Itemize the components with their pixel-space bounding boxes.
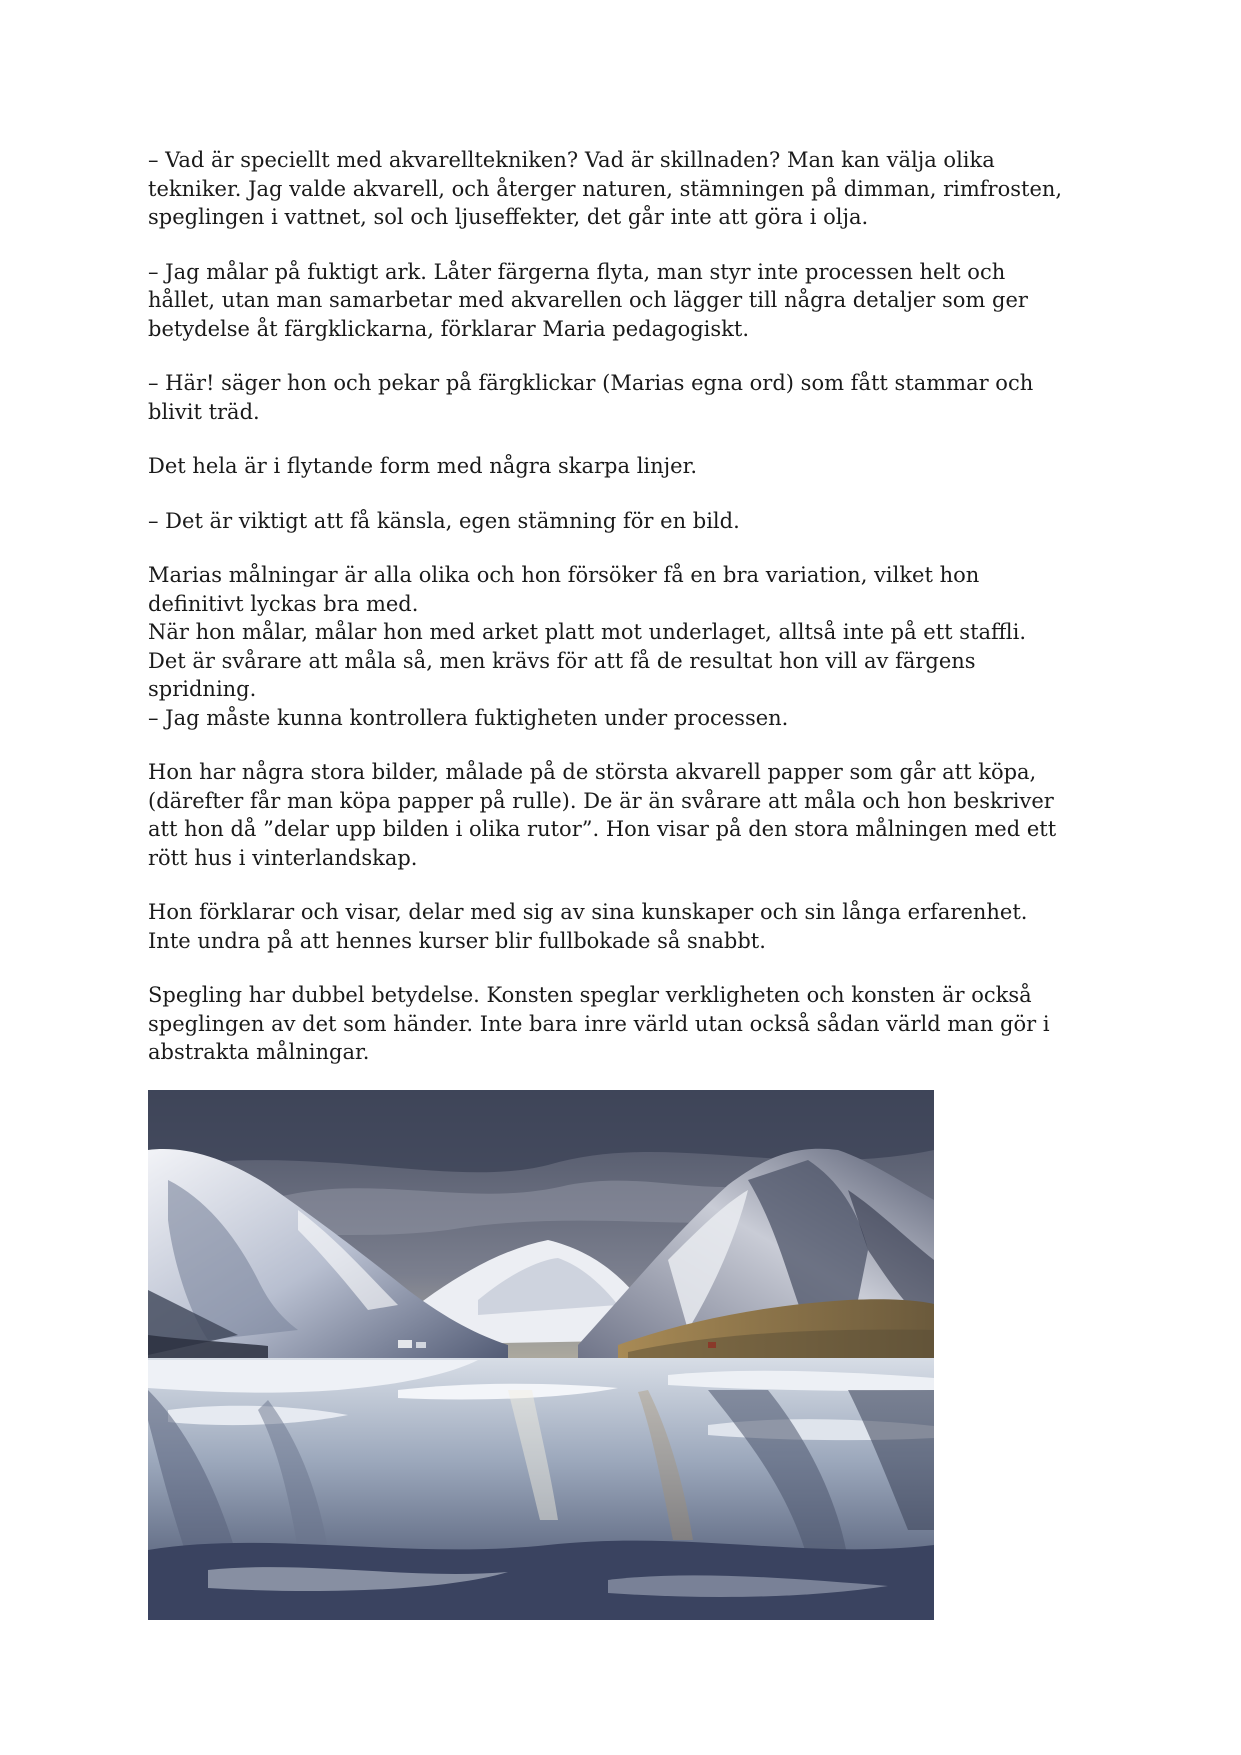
watercolor-painting — [148, 1090, 934, 1620]
text-line: – Jag målar på fuktigt ark. Låter färgerna flyta, man styr inte processen helt och — [148, 259, 1006, 284]
text-line: Inte undra på att hennes kurser blir fullbokade så snabbt. — [148, 928, 766, 953]
text-line: hållet, utan man samarbetar med akvarellen och lägger till några detaljer som ger — [148, 288, 1028, 312]
text-line: – Här! säger hon och pekar på färgklickar (Marias egna ord) som fått stammar och — [148, 371, 1034, 395]
text-line: – Jag måste kunna kontrollera fuktigheten under processen. — [148, 705, 789, 730]
paragraph — [148, 452, 1108, 481]
paragraph — [148, 507, 1108, 536]
document-body — [148, 146, 1108, 1093]
text-line: rött hus i vinterlandskap. — [148, 845, 418, 870]
text-line: Marias målningar är alla olika och hon försöker få en bra variation, vilket hon — [148, 563, 980, 587]
text-line: tekniker. Jag valde akvarell, och återger naturen, stämningen på dimman, rimfrosten, — [148, 176, 1063, 201]
text-line: Det hela är i flytande form med några skarpa linjer. — [148, 454, 697, 478]
text-line: – Det är viktigt att få känsla, egen stämning för en bild. — [148, 508, 740, 533]
text-line: spridning. — [148, 677, 257, 701]
text-line: Spegling har dubbel betydelse. Konsten speglar verkligheten och konsten är också — [148, 983, 1032, 1007]
paragraph — [148, 258, 1108, 344]
text-line: abstrakta målningar. — [148, 1040, 370, 1064]
text-line: speglingen av det som händer. Inte bara inre värld utan också sådan värld man gör i — [148, 1011, 1050, 1036]
paragraph — [148, 898, 1108, 955]
text-line: – Vad är speciellt med akvarelltekniken? Vad är skillnaden? Man kan välja olika — [148, 148, 995, 172]
paragraph — [148, 561, 1108, 732]
paragraph — [148, 369, 1108, 426]
painting-image — [148, 1090, 934, 1620]
text-line: betydelse åt färgklickarna, förklarar Maria pedagogiskt. — [148, 316, 750, 341]
paragraph — [148, 981, 1108, 1067]
text-line: (därefter får man köpa papper på rulle). De är än svårare att måla och hon beskriver — [148, 788, 1054, 813]
text-line: Hon förklarar och visar, delar med sig av sina kunskaper och sin långa erfarenhet. — [148, 900, 1028, 924]
text-line: Hon har några stora bilder, målade på de största akvarell papper som går att köpa, — [148, 760, 1037, 784]
text-line: Det är svårare att måla så, men krävs för att få de resultat hon vill av färgens — [148, 648, 976, 673]
paragraph — [148, 146, 1108, 232]
text-line: speglingen i vattnet, sol och ljuseffekter, det går inte att göra i olja. — [148, 205, 869, 229]
text-line: definitivt lyckas bra med. — [148, 591, 419, 616]
text-line: att hon då ”delar upp bilden i olika rutor”. Hon visar på den stora målningen med ett — [148, 817, 1057, 841]
text-line: När hon målar, målar hon med arket platt mot underlaget, alltså inte på ett staffli. — [148, 620, 1027, 644]
paragraph — [148, 758, 1108, 872]
text-line: blivit träd. — [148, 399, 260, 424]
